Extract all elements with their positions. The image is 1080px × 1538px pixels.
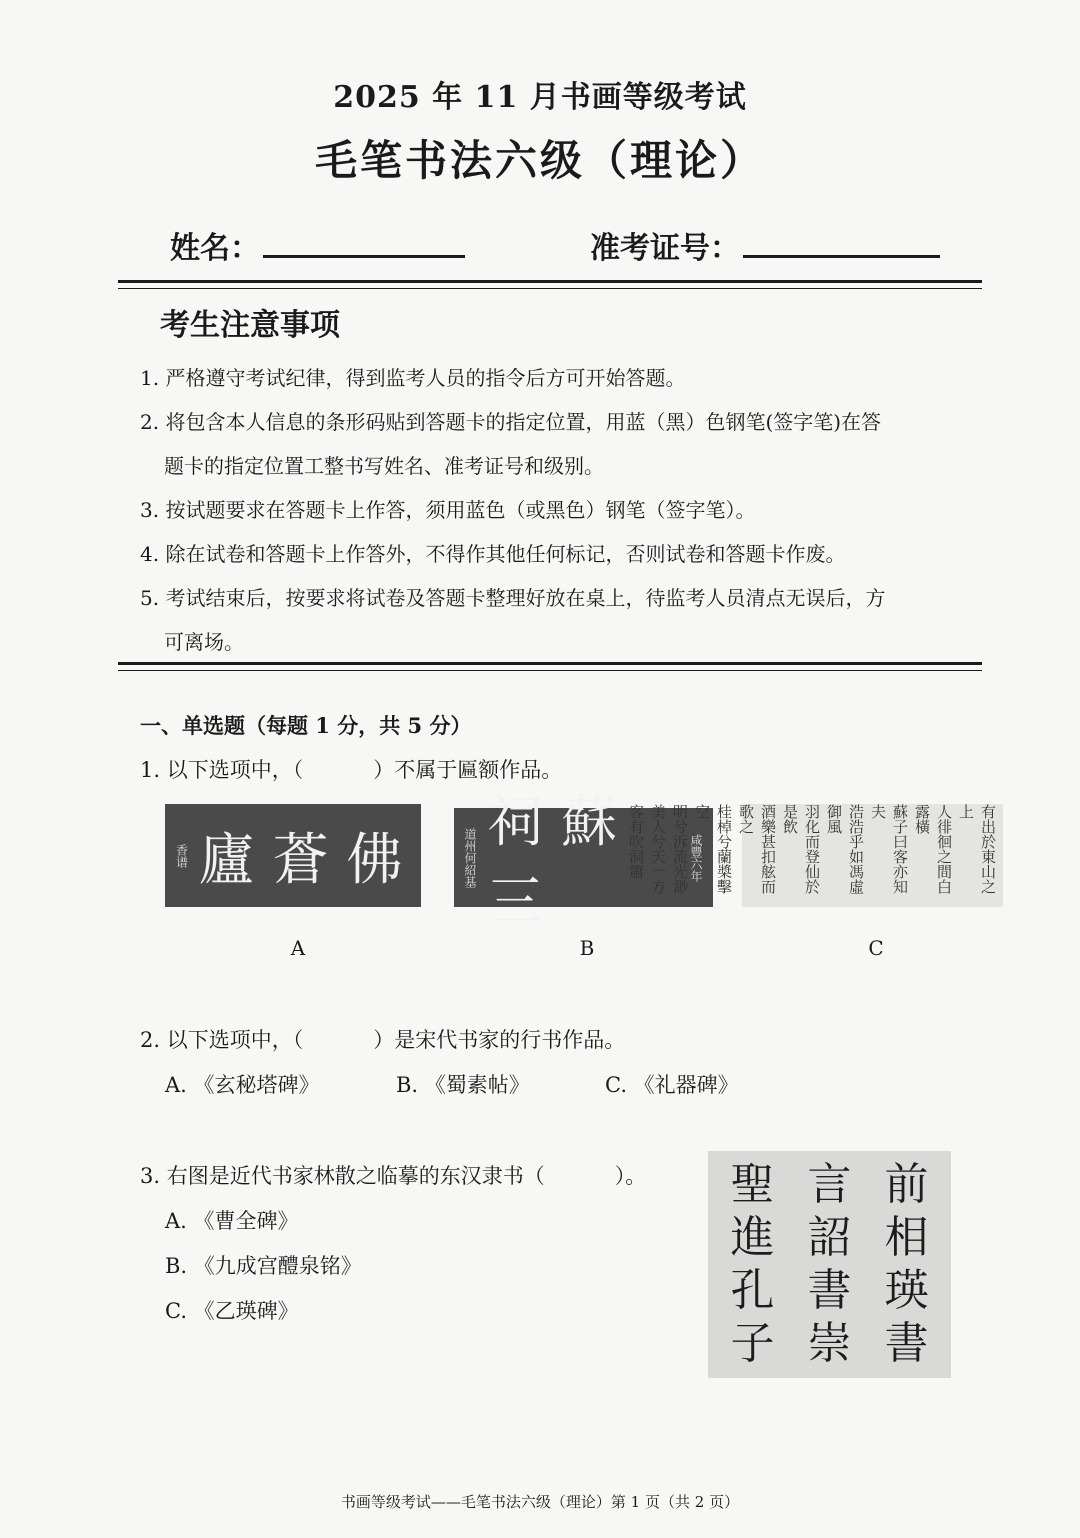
calligraphy-char: 子 [730, 1317, 775, 1369]
divider-bottom-thin [118, 670, 982, 671]
scroll-column: 明兮泝流光渺 [671, 804, 689, 894]
scroll-column: 桂棹兮蘭槳擊空 [693, 804, 733, 894]
caption-a: A [290, 936, 306, 960]
notice-item: 1. 严格遵守考试纪律，得到监考人员的指令后方可开始答题。 [140, 366, 686, 390]
q3-option-c: C. 《乙瑛碑》 [165, 1299, 299, 1323]
calligraphy-char: 言 [807, 1159, 852, 1211]
scroll-column: 美人兮天一方 [649, 804, 667, 894]
notice-item: 2. 将包含本人信息的条形码贴到答题卡的指定位置，用蓝（黑）色钢笔(签字笔)在答 [140, 410, 882, 434]
scroll-column: 蘇子曰客亦知夫 [869, 804, 909, 894]
q3-option-a: A. 《曹全碑》 [165, 1209, 299, 1233]
caption-c: C [868, 936, 884, 960]
exam-subtitle: 毛笔书法六级（理论） [314, 136, 765, 185]
scroll-column: 浩浩乎如馮虛御風 [825, 804, 865, 894]
question-3-prefix: 3. 右图是近代书家林散之临摹的东汉隶书（ [140, 1164, 545, 1188]
question-1-prefix: 1. 以下选项中，（ [140, 758, 304, 782]
plaque-a-characters: 廬蒼佛 [198, 827, 421, 893]
page-footer: 书画等级考试——毛笔书法六级（理论）第 1 页（共 2 页） [340, 1493, 740, 1511]
scroll-column: 羽化而登仙於是飲 [781, 804, 821, 894]
notice-item: 5. 考试结束后，按要求将试卷及答题卡整理好放在桌上，待监考人员清点无误后，方 [140, 586, 886, 610]
calligraphy-char: 詔 [807, 1212, 852, 1264]
divider-top [118, 280, 982, 283]
question-1-suffix: ）不属于匾额作品。 [373, 758, 563, 782]
question-2-suffix: ）是宋代书家的行书作品。 [373, 1028, 626, 1052]
plaque-b-signature: 道州何紹基 [463, 827, 477, 888]
calligraphy-char: 瑛 [884, 1264, 929, 1316]
exam-id-field[interactable] [743, 255, 940, 258]
notice-item: 题卡的指定位置工整书写姓名、准考证号和级别。 [164, 454, 604, 478]
notice-heading: 考生注意事项 [160, 308, 340, 343]
divider-bottom [118, 662, 982, 665]
q2-option-a: A. 《玄秘塔碑》 [165, 1073, 320, 1097]
question-2 [140, 1024, 625, 1054]
calligraphy-char: 進 [730, 1212, 775, 1264]
calligraphy-char: 相 [884, 1212, 929, 1264]
calligraphy-char: 書 [884, 1317, 929, 1369]
notice-list [140, 356, 940, 664]
plaque-a-inscription: 香谱 [174, 843, 189, 868]
calligraphy-char: 孔 [730, 1264, 775, 1316]
scroll-column: 人徘徊之間白露橫 [913, 804, 953, 894]
q2-option-b: B. 《蜀素帖》 [396, 1073, 530, 1097]
question-3-suffix: ）。 [614, 1164, 647, 1188]
calligraphy-column [731, 1159, 775, 1370]
name-field[interactable] [263, 255, 465, 258]
scroll-column: 有出於東山之上 [957, 804, 997, 894]
calligraphy-char: 前 [884, 1159, 929, 1211]
calligraphy-column [808, 1159, 852, 1370]
calligraphy-char: 崇 [807, 1317, 852, 1369]
exam-id-label: 准考证号： [590, 231, 740, 266]
notice-item: 4. 除在试卷和答题卡上作答外，不得作其他任何标记，否则试卷和答题卡作废。 [140, 542, 846, 566]
scroll-column: 客有吹洞簫 [627, 804, 645, 879]
question-3 [140, 1160, 646, 1190]
q3-option-b: B. 《九成宫醴泉铭》 [165, 1254, 362, 1278]
name-label: 姓名： [170, 231, 260, 266]
plaque-b-date: 咸豐六年 [689, 833, 703, 882]
clerical-script-image [708, 1151, 951, 1378]
plaque-image-a [165, 804, 421, 907]
question-2-prefix: 2. 以下选项中，（ [140, 1028, 304, 1052]
notice-item: 3. 按试题要求在答题卡上作答，须用蓝色（或黑色）钢笔（签字笔）。 [140, 498, 756, 522]
calligraphy-char: 聖 [730, 1159, 775, 1211]
q2-option-c: C. 《礼器碑》 [605, 1073, 739, 1097]
plaque-b-characters: 祠蘇三 [487, 789, 635, 935]
calligraphy-char: 書 [807, 1264, 852, 1316]
caption-b: B [579, 936, 595, 960]
scroll-column: 酒樂甚扣舷而歌之 [737, 804, 777, 894]
section-heading: 一、单选题（每题 1 分，共 5 分） [140, 713, 472, 738]
divider-top-thin [118, 288, 982, 289]
notice-item: 可离场。 [164, 630, 244, 654]
calligraphy-column [885, 1159, 929, 1370]
exam-title: 2025 年 11 月书画等级考试 [333, 80, 747, 115]
